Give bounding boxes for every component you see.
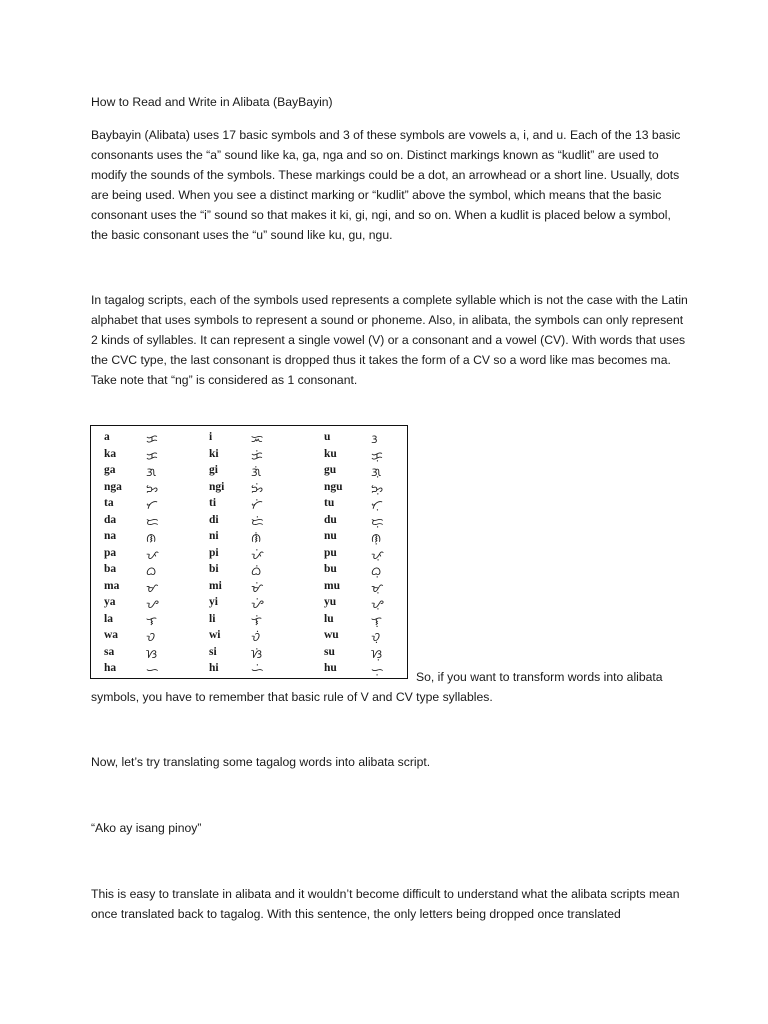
baybayin-symbol: ᜃ: [146, 432, 158, 446]
baybayin-symbol: ᜋᜓ: [371, 580, 384, 595]
paragraph-translation-intro: Now, let’s try translating some tagalog words into alibata script.: [91, 755, 431, 769]
syllable-label: gi: [209, 464, 218, 476]
baybayin-symbol: ᜐ: [146, 646, 158, 661]
syllable-row: [91, 580, 407, 597]
syllable-label: ngu: [324, 480, 343, 493]
syllable-label: ya: [104, 596, 116, 608]
syllable-row: [91, 563, 407, 580]
baybayin-symbol: ᜆ: [146, 498, 158, 512]
baybayin-symbol: ᜅᜒ: [251, 481, 264, 496]
baybayin-symbol: ᜄ: [146, 465, 157, 479]
baybayin-symbol: ᜌᜒ: [251, 597, 264, 611]
baybayin-symbol: ᜈᜓ: [371, 531, 382, 545]
baybayin-symbol: ᜆᜒ: [251, 498, 263, 512]
baybayin-symbol: ᜄᜒ: [251, 465, 262, 479]
syllable-row: [91, 497, 407, 514]
document-title: How to Read and Write in Alibata (BayBayin): [91, 95, 333, 109]
baybayin-symbol: ᜇᜒ: [251, 514, 264, 529]
paragraph-rule: So, if you want to transform words into alibata symbols, you have to remember that basic rule of V and CV type syllables.: [91, 670, 663, 704]
baybayin-symbol: ᜃᜓ: [371, 448, 383, 463]
baybayin-symbol: ᜏᜒ: [251, 630, 261, 644]
syllable-label: na: [104, 530, 117, 542]
baybayin-symbol: ᜅ: [146, 481, 159, 496]
baybayin-symbol: ᜌᜓ: [371, 597, 384, 611]
baybayin-symbol: ᜊᜓ: [371, 564, 382, 578]
baybayin-symbol: ᜈᜒ: [251, 531, 262, 545]
baybayin-symbol: ᜇᜓ: [371, 514, 384, 529]
syllable-label: ki: [209, 447, 219, 460]
syllable-label: ti: [209, 497, 217, 509]
syllable-label: yi: [209, 596, 218, 608]
syllable-label: wu: [324, 629, 339, 641]
syllable-row: [91, 448, 407, 465]
syllable-row: [91, 464, 407, 481]
syllable-label: bu: [324, 563, 337, 575]
syllable-label: yu: [324, 596, 337, 608]
syllable-label: hu: [324, 662, 337, 674]
syllable-row: [91, 547, 407, 564]
syllable-label: wi: [209, 629, 221, 641]
baybayin-symbol: ᜏ: [146, 630, 156, 644]
baybayin-symbol: ᜅᜓ: [371, 481, 384, 496]
baybayin-symbol: ᜉ: [146, 547, 159, 562]
syllable-label: pa: [104, 546, 117, 559]
baybayin-symbol: ᜈ: [146, 531, 157, 545]
syllable-label: pu: [324, 546, 337, 559]
baybayin-symbol: ᜇ: [146, 514, 159, 529]
baybayin-symbol: ᜋ: [146, 580, 159, 595]
baybayin-symbol: ᜊ: [146, 564, 157, 578]
syllable-label: si: [209, 645, 217, 658]
syllable-row: [91, 431, 407, 448]
syllable-label: ni: [209, 530, 219, 542]
syllable-label: ma: [104, 579, 120, 592]
baybayin-symbol: ᜂ: [371, 432, 378, 446]
syllable-label: li: [209, 612, 216, 625]
syllable-label: i: [209, 431, 213, 443]
baybayin-symbol: ᜐᜓ: [371, 646, 383, 661]
baybayin-symbol: ᜄᜓ: [371, 465, 382, 479]
syllable-label: pi: [209, 546, 219, 559]
syllable-label: gu: [324, 464, 337, 476]
syllable-label: nga: [104, 480, 122, 493]
syllable-label: du: [324, 513, 337, 526]
syllable-label: lu: [324, 612, 334, 625]
syllable-label: nu: [324, 530, 337, 542]
baybayin-symbol: ᜎᜒ: [251, 613, 262, 628]
baybayin-symbol: ᜁ: [251, 432, 264, 446]
syllable-label: ga: [104, 464, 116, 476]
syllable-label: ngi: [209, 480, 225, 493]
syllable-label: di: [209, 513, 219, 526]
baybayin-symbol: ᜆᜓ: [371, 498, 383, 512]
syllable-label: su: [324, 645, 335, 658]
baybayin-symbol: ᜐᜒ: [251, 646, 263, 661]
syllable-label: sa: [104, 645, 115, 658]
syllable-label: ba: [104, 563, 117, 575]
baybayin-symbol: ᜉᜒ: [251, 547, 264, 562]
baybayin-symbol: ᜋᜒ: [251, 580, 264, 595]
syllable-row: [91, 481, 407, 498]
syllable-label: mu: [324, 579, 340, 592]
baybayin-symbol: ᜎᜓ: [371, 613, 382, 628]
baybayin-symbol: ᜊᜒ: [251, 564, 262, 578]
example-sentence: “Ako ay isang pinoy”: [91, 821, 202, 835]
baybayin-symbol: ᜃ: [146, 448, 158, 463]
syllable-label: a: [104, 431, 110, 443]
syllable-label: ku: [324, 447, 337, 460]
baybayin-symbol: ᜌ: [146, 597, 159, 611]
syllable-row: [91, 596, 407, 613]
syllable-row: [91, 629, 407, 646]
syllable-row: [91, 514, 407, 531]
baybayin-symbol: ᜎ: [146, 613, 157, 628]
syllable-label: da: [104, 513, 117, 526]
syllable-label: ka: [104, 447, 117, 460]
paragraph-intro: Baybayin (Alibata) uses 17 basic symbols and 3 of these symbols are vowels a, i, and u. Each of the 13 basic consonants uses the “a” sound like ka, ga, nga and so on. Distinct markings known as “kudlit” are used to modify the sounds of the symbols. These markings could be a dot, an arrowhead or a short line. Usually, dots are being used. When you see a distinct marking or “kudlit” above the symbol, which means that the basic consonant uses the “i” sound so that makes it ki, gi, ngi, and so on. When a kudlit is placed below a symbol, the basic consonant uses the “u” sound like ku, gu, ngu.: [91, 128, 681, 242]
syllable-label: wa: [104, 629, 119, 641]
syllable-label: bi: [209, 563, 219, 575]
syllable-label: la: [104, 612, 113, 625]
syllable-label: u: [324, 431, 331, 443]
baybayin-symbol: ᜃᜒ: [251, 448, 263, 463]
baybayin-symbol: ᜑᜓ: [371, 663, 384, 677]
syllable-chart-image: [90, 425, 408, 679]
syllable-label: hi: [209, 662, 219, 674]
syllable-label: ha: [104, 662, 117, 674]
paragraph-explanation: This is easy to translate in alibata and it wouldn’t become difficult to understand what the alibata scripts mean once translated back to tagalog. With this sentence, the only letters being dropped once translated: [91, 887, 680, 921]
syllable-label: tu: [324, 497, 335, 509]
paragraph-syllables: In tagalog scripts, each of the symbols used represents a complete syllable which is not the case with the Latin alphabet that uses symbols to represent a sound or phoneme. Also, in alibata, the symbols can only represent 2 kinds of syllables. It can represent a single vowel (V) or a consonant and a vowel (CV). With words that uses the CVC type, the last consonant is dropped thus it takes the form of a CV so a word like mas becomes ma. Take note that “ng” is considered as 1 consonant.: [91, 293, 688, 387]
syllable-label: mi: [209, 579, 222, 592]
syllable-label: ta: [104, 497, 114, 509]
syllable-row: [91, 613, 407, 630]
baybayin-symbol: ᜉᜓ: [371, 547, 384, 562]
syllable-row: [91, 646, 407, 663]
syllable-row: [91, 530, 407, 547]
baybayin-symbol: ᜏᜓ: [371, 630, 381, 644]
baybayin-symbol: ᜑᜒ: [251, 663, 264, 677]
baybayin-symbol: ᜑ: [146, 663, 159, 677]
